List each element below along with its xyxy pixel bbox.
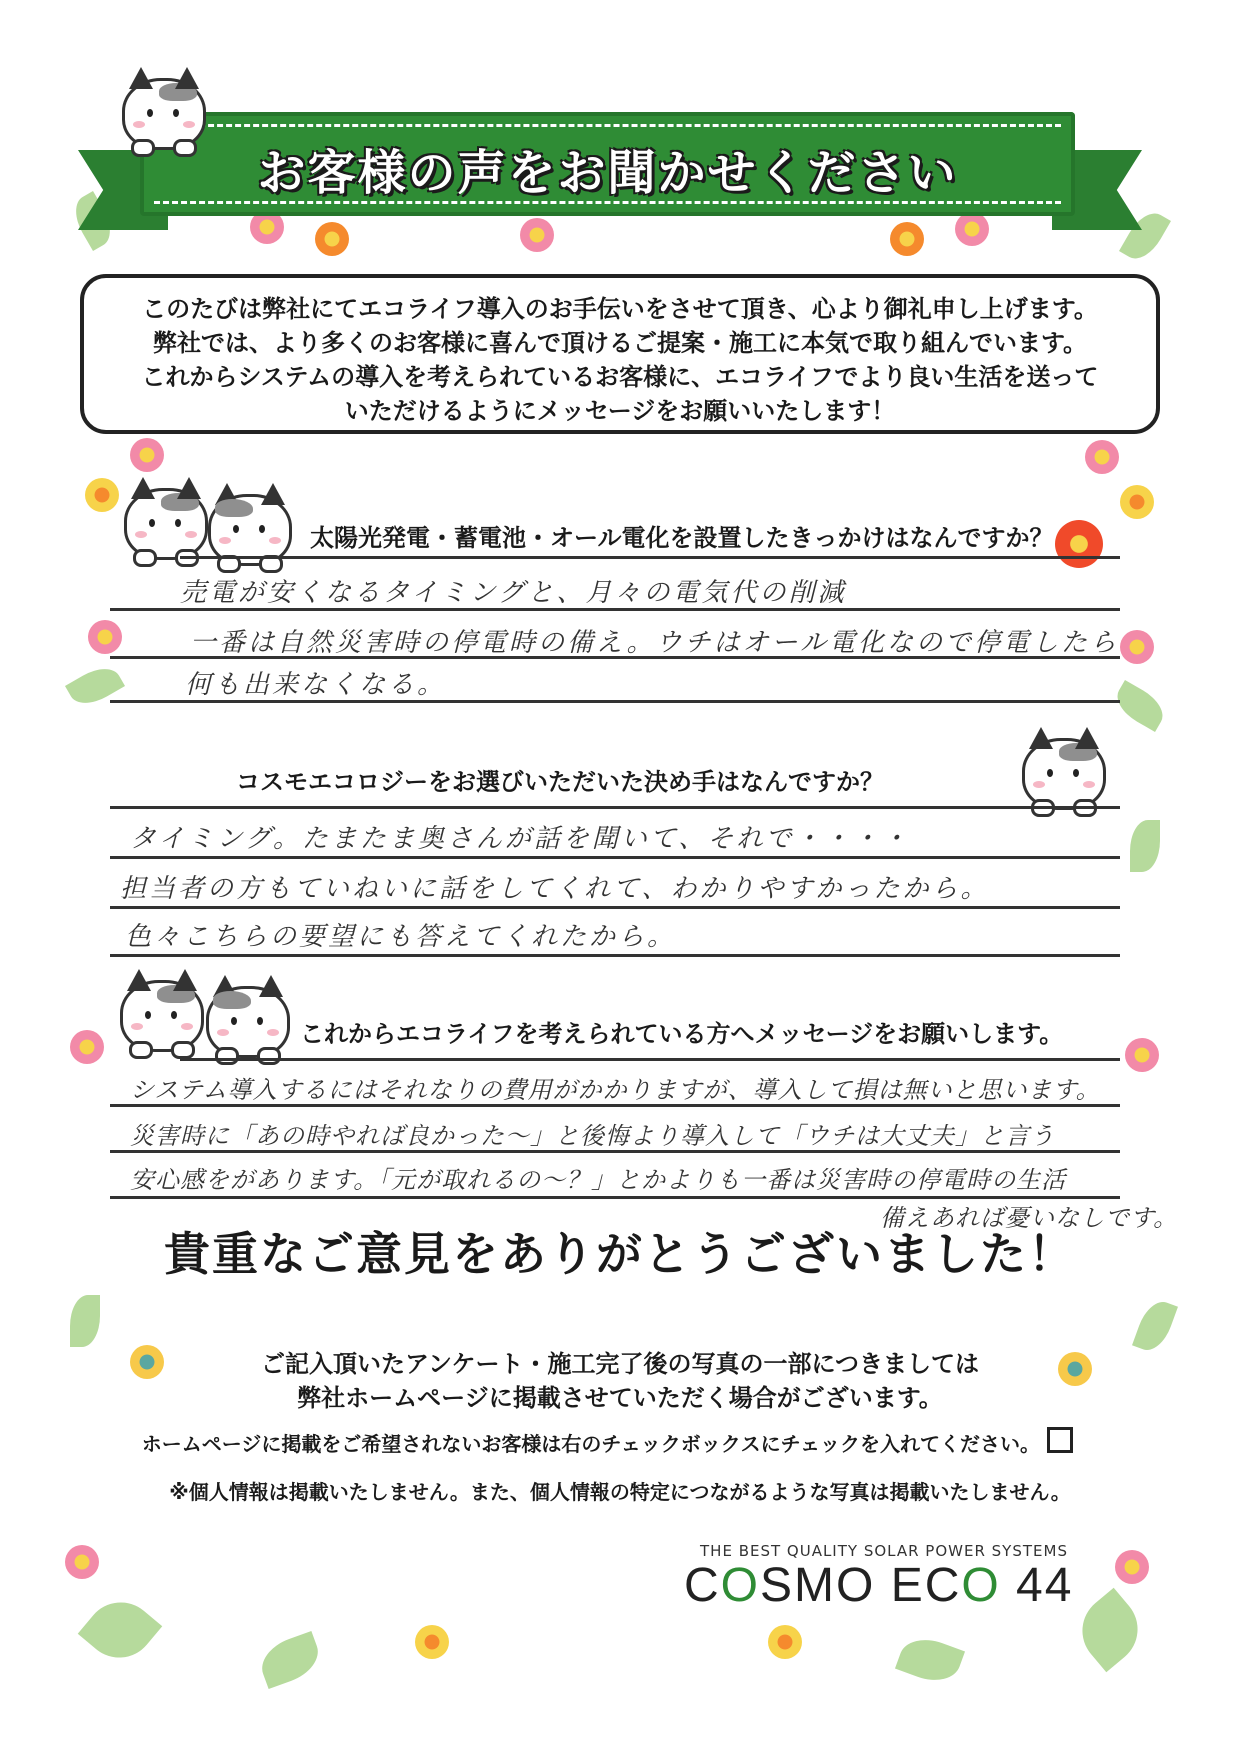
logo-letters: SMO EC — [760, 1559, 962, 1612]
intro-line: このたびは弊社にてエコライフ導入のお手伝いをさせて頂き、心より御礼申し上げます。 — [142, 295, 1098, 323]
answer-rule — [110, 608, 1120, 611]
logo-tagline: THE BEST QUALITY SOLAR POWER SYSTEMS — [700, 1542, 1068, 1560]
cat-illustration — [120, 980, 204, 1052]
cat-illustration — [122, 78, 206, 150]
cosmo-eco-logo — [684, 1558, 1073, 1613]
flower-decoration — [88, 620, 122, 654]
logo-ring-letter: O — [961, 1559, 1001, 1612]
answer-2-line: 色々こちらの要望にも答えてくれたから。 — [125, 922, 677, 952]
answer-3-line: システム導入するにはそれなりの費用がかかりますが、導入して損は無いと思います。 — [130, 1076, 1101, 1104]
leaf-decoration — [255, 1631, 325, 1689]
answer-rule — [110, 954, 1120, 957]
flower-decoration — [890, 222, 924, 256]
answer-rule — [110, 700, 1120, 703]
answer-2-line: 担当者の方もていねいに話をしてくれて、わかりやすかったから。 — [120, 874, 990, 904]
thanks-message: 貴重なご意見をありがとうございました！ — [164, 1227, 1076, 1281]
answer-3-line: 災害時に「あの時やれば良かった〜」と後悔より導入して「ウチは大丈夫」と言う — [130, 1122, 1055, 1150]
leaf-decoration — [70, 1295, 100, 1347]
flower-decoration — [415, 1625, 449, 1659]
flower-decoration — [1085, 440, 1119, 474]
question-2: コスモエコロジーをお選びいただいた決め手はなんですか？ — [236, 768, 884, 796]
answer-3-line: 備えあれば憂いなしです。 — [880, 1204, 1179, 1232]
logo-number: 44 — [1000, 1559, 1074, 1612]
page-title: お客様の声をお聞かせください — [257, 145, 958, 201]
flower-decoration — [1120, 485, 1154, 519]
answer-rule — [110, 1150, 1120, 1153]
title-banner — [140, 112, 1075, 216]
answer-1-line: 売電が安くなるタイミングと、月々の電気代の削減 — [180, 578, 847, 608]
answer-rule — [110, 806, 1120, 809]
logo-ring-letter: O — [720, 1559, 761, 1612]
flower-decoration — [315, 222, 349, 256]
flower-decoration — [1115, 1550, 1149, 1584]
publication-notice: 弊社ホームページに掲載させていただく場合がございます。 — [297, 1384, 943, 1412]
cat-illustration — [124, 488, 208, 560]
answer-3-line: 安心感をがあります。「元が取れるの〜？」とかよりも一番は災害時の停電時の生活 — [130, 1166, 1067, 1194]
leaf-decoration — [1130, 820, 1160, 872]
question-1: 太陽光発電・蓄電池・オール電化を設置したきっかけはなんですか？ — [310, 524, 1054, 552]
leaf-decoration — [78, 1588, 163, 1673]
publication-notice: ご記入頂いたアンケート・施工完了後の写真の一部につきましては — [260, 1350, 980, 1378]
privacy-note: ※個人情報は掲載いたしません。また、個人情報の特定につながるような写真は掲載いたしません。 — [169, 1480, 1071, 1504]
answer-rule — [180, 1058, 1120, 1061]
answer-rule — [110, 856, 1120, 859]
intro-line: これからシステムの導入を考えられているお客様に、エコライフでより良い生活を送って — [141, 363, 1099, 391]
intro-line: 弊社では、より多くのお客様に喜んで頂けるご提案・施工に本気で取り組んでいます。 — [152, 329, 1088, 357]
flower-decoration — [70, 1030, 104, 1064]
checkbox-label: ホームページに掲載をご希望されないお客様は右のチェックボックスにチェックを入れてください。 — [141, 1432, 1040, 1456]
leaf-decoration — [1110, 680, 1170, 732]
answer-rule — [110, 906, 1120, 909]
leaf-decoration — [895, 1631, 965, 1689]
no-publish-checkbox[interactable] — [1047, 1427, 1073, 1453]
flower-decoration — [65, 1545, 99, 1579]
intro-box — [80, 274, 1160, 434]
flower-decoration — [520, 218, 554, 252]
flower-decoration — [130, 438, 164, 472]
cat-illustration — [1022, 738, 1106, 810]
leaf-decoration — [1068, 1588, 1153, 1673]
answer-1-line: 何も出来なくなる。 — [185, 670, 447, 700]
flower-decoration — [1055, 520, 1103, 568]
leaf-decoration — [65, 660, 125, 712]
intro-line: いただけるようにメッセージをお願いいたします！ — [344, 397, 896, 425]
answer-2-line: タイミング。たまたま奥さんが話を聞いて、それで・・・・ — [130, 824, 911, 854]
cat-illustration — [206, 986, 290, 1058]
question-3: これからエコライフを考えられている方へメッセージをお願いします。 — [300, 1020, 1064, 1048]
flower-decoration — [1120, 630, 1154, 664]
flower-decoration — [768, 1625, 802, 1659]
answer-rule — [110, 1104, 1120, 1107]
answer-rule — [180, 556, 1120, 559]
logo-letter: C — [684, 1559, 721, 1612]
flower-decoration — [85, 478, 119, 512]
answer-1-line: 一番は自然災害時の停電時の備え。ウチはオール電化なので停電したら — [190, 628, 1120, 658]
answer-rule — [110, 656, 1120, 659]
flower-decoration — [955, 212, 989, 246]
flower-decoration — [1125, 1038, 1159, 1072]
